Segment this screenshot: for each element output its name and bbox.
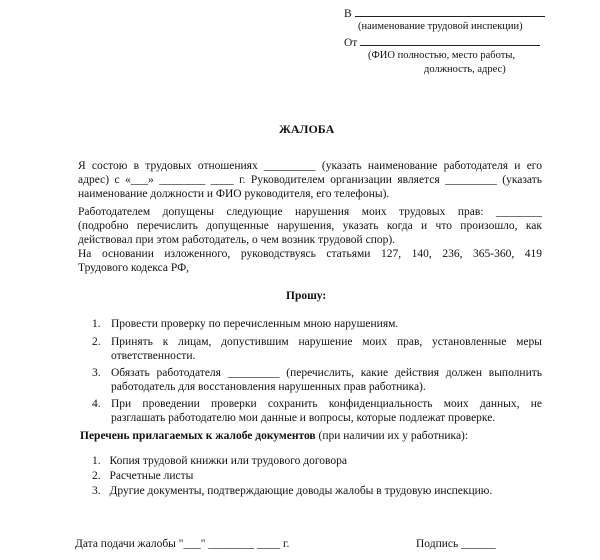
to-blank — [355, 6, 545, 17]
para2-line5: Трудового кодекса РФ, — [78, 262, 190, 274]
para2-line1: Работодателем допущены следующие нарушения моих трудовых прав: ________ — [78, 206, 542, 218]
doc-number: 1. — [92, 455, 101, 467]
request-item-2 — [92, 336, 542, 349]
doc-item-3 — [92, 485, 492, 498]
request-item-3 — [92, 367, 542, 380]
docs-heading-rest: (при наличии их у работника): — [315, 430, 469, 442]
request-item-1 — [92, 318, 542, 331]
from-caption-2: должность, адрес) — [424, 64, 506, 75]
request-text: Провести проверку по перечисленным мною нарушениям. — [111, 318, 399, 330]
request-number: 3. — [92, 367, 101, 379]
doc-number: 2. — [92, 470, 101, 482]
para2-line4: На основании изложенного, руководствуясь статьями 127, 140, 236, 365-360, 419 — [78, 248, 542, 260]
doc-number: 3. — [92, 485, 101, 497]
para1-line1: Я состою в трудовых отношениях _________ (указать наименование работодателя и его — [78, 160, 542, 172]
from-prefix: От — [344, 37, 358, 49]
doc-text: Расчетные листы — [109, 470, 194, 482]
signature-field: Подпись ______ — [416, 538, 496, 550]
submission-date: Дата подачи жалобы "___" ________ ____ г. — [75, 538, 290, 550]
docs-heading-bold: Перечень прилагаемых к жалобе документов — [80, 430, 316, 442]
para2-line2: (подробно перечислить допущенные нарушения, указать когда и что произошло, как — [78, 220, 542, 232]
request-item-4-cont: разглашать работодателю мои данные и вопросы, которые подлежат проверке. — [111, 412, 496, 424]
para1-line3: наименование должности и ФИО руководителя, его телефоны). — [78, 188, 390, 200]
request-text: При проведении проверки сохранить конфиденциальность моих данных, не — [111, 398, 542, 410]
to-prefix: В — [344, 8, 352, 20]
from-caption-1: (ФИО полностью, место работы, — [368, 50, 515, 61]
request-text: Принять к лицам, допустившим нарушение моих прав, установленные меры — [111, 336, 542, 348]
request-item-2-cont: ответственности. — [111, 350, 196, 362]
docs-heading — [80, 430, 468, 443]
request-text: Обязать работодателя _________ (перечислить, какие действия должен выполнить — [111, 367, 542, 379]
doc-item-2 — [92, 470, 193, 483]
request-item-4 — [92, 398, 542, 411]
doc-item-1 — [92, 455, 347, 468]
request-number: 1. — [92, 318, 101, 330]
from-line — [344, 35, 540, 50]
doc-text: Другие документы, подтверждающие доводы жалобы в трудовую инспекцию. — [109, 485, 493, 497]
to-caption: (наименование трудовой инспекции) — [358, 21, 523, 32]
para1-line2: адрес) с «___» ________ ____ г. Руководителем организации является _________ (указать — [78, 174, 542, 186]
request-item-3-cont: работодатель для восстановления нарушенных прав работника). — [111, 381, 426, 393]
request-number: 2. — [92, 336, 101, 348]
para2-line3: действовал при этом работодатель, о чем возник трудовой спор). — [78, 234, 396, 246]
document-title: ЖАЛОБА — [279, 122, 335, 136]
request-number: 4. — [92, 398, 101, 410]
request-heading: Прошу: — [286, 290, 327, 302]
doc-text: Копия трудовой книжки или трудового договора — [109, 455, 348, 467]
from-blank — [360, 35, 540, 46]
to-line — [344, 6, 545, 21]
